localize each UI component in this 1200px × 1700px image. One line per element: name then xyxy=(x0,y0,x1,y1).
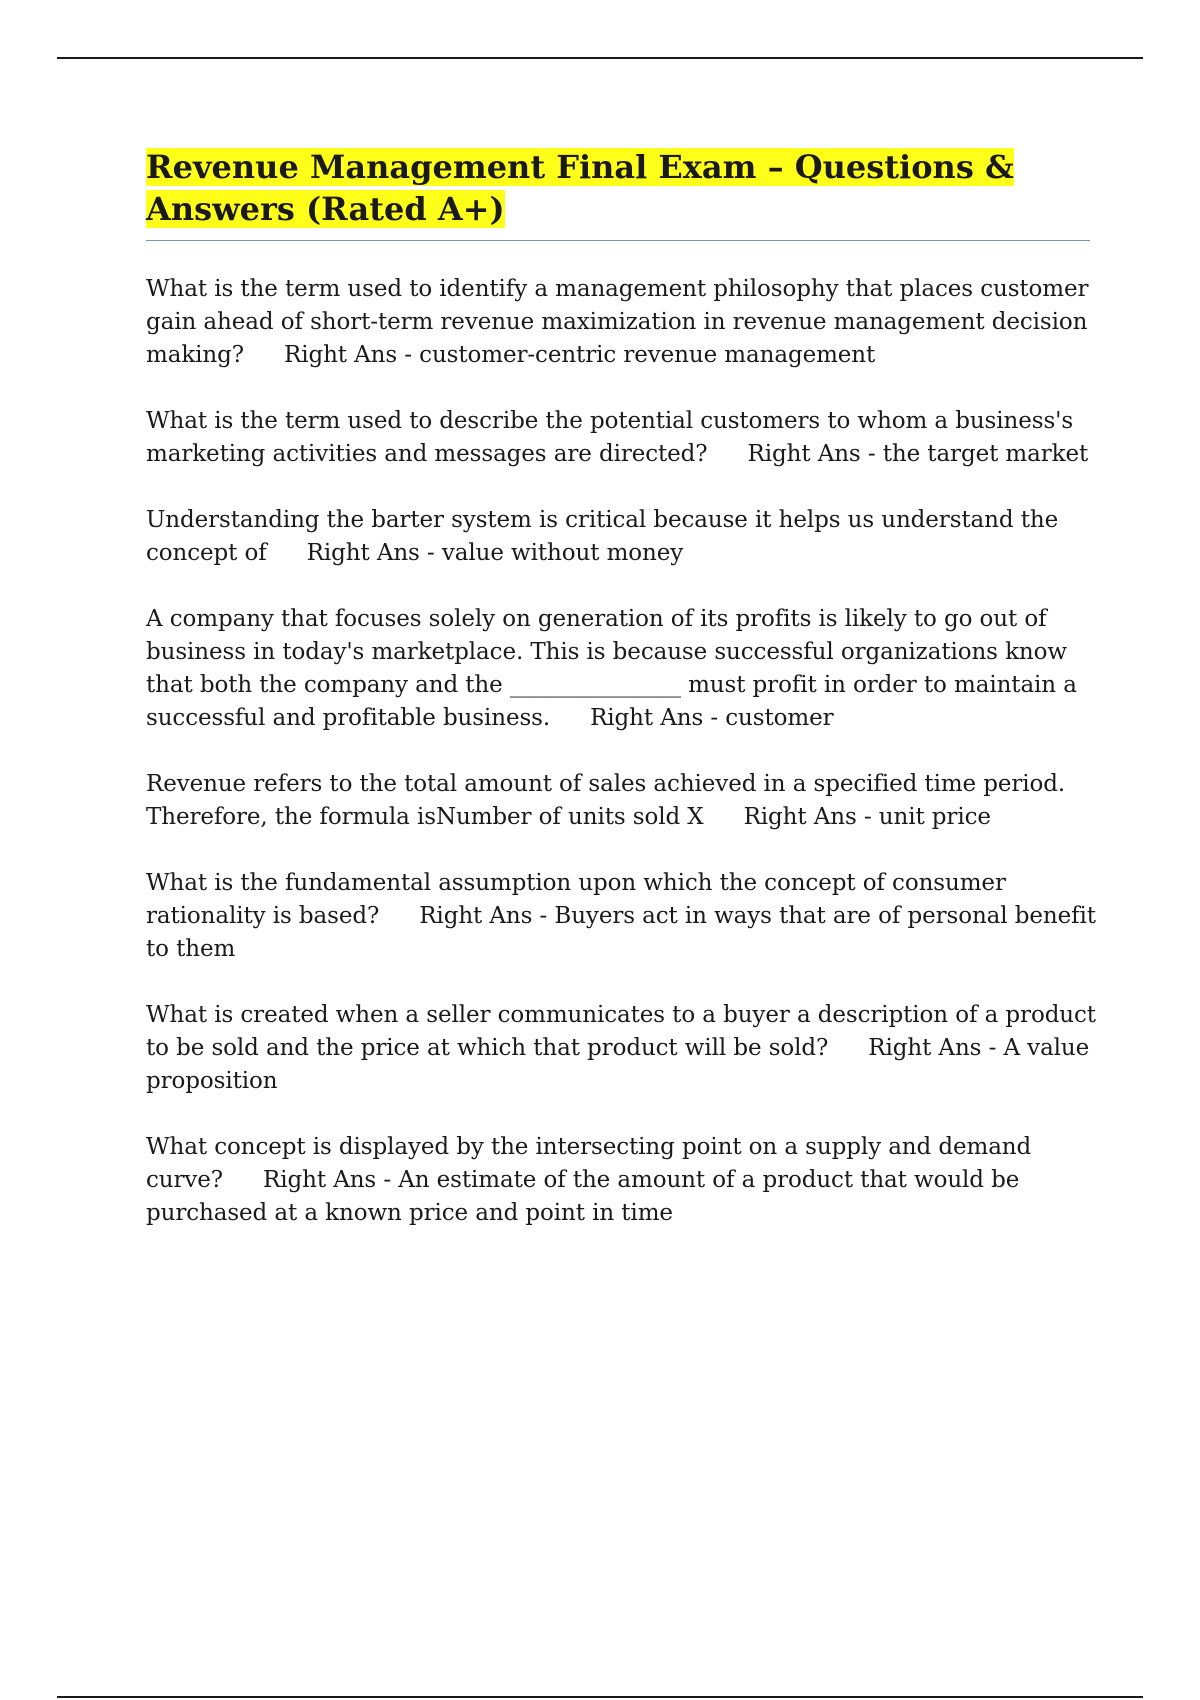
answer-prefix: Right Ans - xyxy=(283,342,420,368)
document-body xyxy=(146,146,1096,1263)
answer-text: value without money xyxy=(441,540,684,566)
qa-item xyxy=(146,504,1096,570)
qa-item xyxy=(146,867,1096,966)
answer-text: customer-centric revenue management xyxy=(419,342,876,368)
answer-text: A value proposition xyxy=(146,1035,1090,1094)
answer-prefix: Right Ans - xyxy=(306,540,442,566)
answer-text: the target market xyxy=(882,441,1089,467)
question-text: What concept is displayed by the intersecting point on a supply and demand curve? xyxy=(146,1134,1032,1193)
qa-item xyxy=(146,273,1096,372)
title-underline xyxy=(146,240,1090,241)
question-text: What is the term used to identify a management philosophy that places customer gain ahead of short-term revenue maximization in revenue management decision making? xyxy=(146,276,1089,368)
document-title xyxy=(146,146,1096,230)
qa-item xyxy=(146,999,1096,1098)
question-text: Understanding the barter system is critical because it helps us understand the concept of xyxy=(146,507,1059,566)
qa-item xyxy=(146,1131,1096,1230)
answer-prefix: Right Ans - xyxy=(868,1035,1004,1061)
qa-list xyxy=(146,273,1096,1230)
qa-item xyxy=(146,405,1096,471)
document-title-highlight: Revenue Management Final Exam – Questions & Answers (Rated A+) xyxy=(146,148,1014,228)
page-bottom-rule xyxy=(57,1696,1143,1698)
answer-prefix: Right Ans - xyxy=(743,804,879,830)
answer-prefix: Right Ans - xyxy=(263,1167,399,1193)
qa-item xyxy=(146,603,1096,735)
answer-prefix: Right Ans - xyxy=(419,903,555,929)
question-text: What is created when a seller communicates to a buyer a description of a product to be sold and the price at which that product will be sold? xyxy=(146,1002,1096,1061)
answer-text: unit price xyxy=(878,804,991,830)
qa-item xyxy=(146,768,1096,834)
answer-prefix: Right Ans - xyxy=(747,441,883,467)
question-text: What is the term used to describe the potential customers to whom a business's marketing activities and messages are directed? xyxy=(146,408,1074,467)
answer-text: An estimate of the amount of a product that would be purchased at a known price and point in time xyxy=(146,1167,1020,1226)
answer-prefix: Right Ans - xyxy=(590,705,726,731)
question-text: What is the fundamental assumption upon which the concept of consumer rationality is based? xyxy=(146,870,1006,929)
question-text: A company that focuses solely on generation of its profits is likely to go out of business in today's marketplace. This is because successful organizations know that both the company and the _______________ must profit in order to maintain a successful and profitable business. xyxy=(146,606,1077,731)
question-text: Revenue refers to the total amount of sales achieved in a specified time period. Therefore, the formula isNumber of units sold X xyxy=(146,771,1066,830)
answer-text: customer xyxy=(725,705,834,731)
page-top-rule xyxy=(57,57,1143,59)
answer-text: Buyers act in ways that are of personal benefit to them xyxy=(146,903,1096,962)
